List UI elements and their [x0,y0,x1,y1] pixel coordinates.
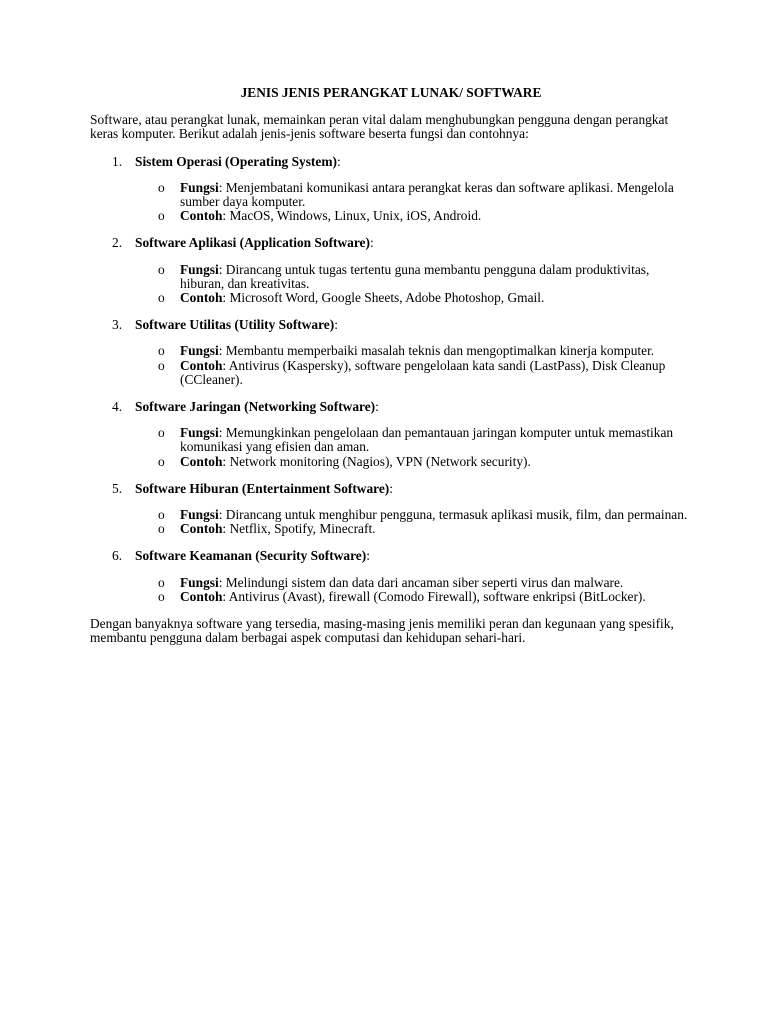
bullet-marker-icon: o [158,261,165,277]
bullet-marker-icon: o [158,425,165,441]
heading-colon: : [375,399,379,415]
list-item [90,400,690,469]
heading-colon: : [366,548,370,564]
section-number: 1. [112,153,123,169]
contoh-label: Contoh [180,357,223,373]
contoh-text: : Microsoft Word, Google Sheets, Adobe Photoshop, Gmail. [222,290,545,306]
section-details [90,508,690,536]
fungsi-item [90,344,690,358]
section-heading-text: Software Aplikasi (Application Software) [135,235,370,251]
heading-colon: : [336,153,341,169]
fungsi-label: Fungsi [180,179,219,195]
heading-colon: : [389,480,394,496]
contoh-item [90,522,690,536]
intro-paragraph: Software, atau perangkat lunak, memainkan peran vital dalam menghubungkan pengguna dengan perangkat keras komputer. Berikut adalah jenis-jenis software beserta fungsi dan contohnya: [90,112,669,142]
contoh-label: Contoh [180,453,223,469]
section-heading [90,482,690,496]
list-item [90,549,690,604]
fungsi-item [90,181,690,209]
bullet-marker-icon: o [158,588,165,604]
list-item [90,482,690,537]
fungsi-label: Fungsi [180,425,219,441]
section-heading [90,236,690,250]
section-list [90,155,690,604]
section-heading-text: Sistem Operasi (Operating System) [135,153,337,169]
bullet-marker-icon: o [158,574,165,590]
contoh-item [90,359,690,387]
fungsi-text: : Menjembatani komunikasi antara perangkat keras dan software aplikasi. Mengelola sumber daya komputer. [180,179,674,210]
contoh-label: Contoh [180,290,223,306]
section-details [90,576,690,604]
section-number: 3. [112,317,123,333]
fungsi-item [90,508,690,522]
section-details [90,181,690,224]
bullet-marker-icon: o [158,343,165,359]
bullet-marker-icon: o [158,179,165,195]
section-number: 5. [112,480,123,496]
bullet-marker-icon: o [158,521,165,537]
section-heading-text: Software Jaringan (Networking Software) [135,399,376,415]
contoh-text: : Antivirus (Avast), firewall (Comodo Firewall), software enkripsi (BitLocker). [222,588,646,604]
bullet-marker-icon: o [158,453,165,469]
fungsi-item [90,426,690,454]
heading-colon: : [334,317,338,333]
bullet-marker-icon: o [158,290,165,306]
fungsi-item [90,576,690,590]
contoh-text: : MacOS, Windows, Linux, Unix, iOS, Android. [222,208,482,224]
fungsi-label: Fungsi [180,574,219,590]
contoh-label: Contoh [180,521,223,537]
fungsi-text: : Dirancang untuk menghibur pengguna, termasuk aplikasi musik, film, dan permainan. [218,507,688,523]
contoh-label: Contoh [180,588,223,604]
section-number: 6. [112,548,123,564]
contoh-item [90,291,690,305]
list-item [90,155,690,224]
bullet-marker-icon: o [158,208,165,224]
section-heading-text: Software Keamanan (Security Software) [135,548,367,564]
section-heading [90,155,690,169]
fungsi-label: Fungsi [180,261,219,277]
section-heading-text: Software Utilitas (Utility Software) [135,317,335,333]
section-number: 4. [112,399,123,415]
contoh-label: Contoh [180,208,223,224]
bullet-marker-icon: o [158,357,165,373]
contoh-text: : Network monitoring (Nagios), VPN (Network security). [222,453,531,469]
section-heading [90,318,690,332]
fungsi-text: : Melindungi sistem dan data dari ancaman siber seperti virus dan malware. [218,574,624,590]
contoh-item [90,455,690,469]
section-details [90,263,690,306]
contoh-text: : Antivirus (Kaspersky), software pengelolaan kata sandi (LastPass), Disk Cleanup (CCleaner). [180,357,666,387]
fungsi-label: Fungsi [180,343,219,359]
list-item [90,318,690,387]
fungsi-text: : Dirancang untuk tugas tertentu guna membantu pengguna dalam produktivitas, hiburan, dan kreativitas. [180,261,650,291]
fungsi-item [90,263,690,291]
fungsi-text: : Membantu memperbaiki masalah teknis dan mengoptimalkan kinerja komputer. [218,343,655,359]
document-page [90,86,690,645]
contoh-item [90,590,690,604]
list-item [90,236,690,305]
fungsi-label: Fungsi [180,507,219,523]
bullet-marker-icon: o [158,507,165,523]
fungsi-text: : Memungkinkan pengelolaan dan pemantauan jaringan komputer untuk memastikan komunikasi yang efisien dan aman. [180,425,674,455]
heading-colon: : [369,235,374,251]
section-details [90,344,690,387]
document-title: JENIS JENIS PERANGKAT LUNAK/ SOFTWARE [240,85,542,100]
section-heading [90,549,690,563]
contoh-item [90,209,690,223]
section-heading [90,400,690,414]
section-number: 2. [112,235,123,251]
section-heading-text: Software Hiburan (Entertainment Software) [135,480,390,496]
section-details [90,426,690,469]
closing-paragraph: Dengan banyaknya software yang tersedia, masing-masing jenis memiliki peran dan kegunaan yang spesifik, membantu pengguna dalam berbagai aspek computasi dan kehidupan sehari-hari. [90,616,674,646]
contoh-text: : Netflix, Spotify, Minecraft. [222,521,376,537]
